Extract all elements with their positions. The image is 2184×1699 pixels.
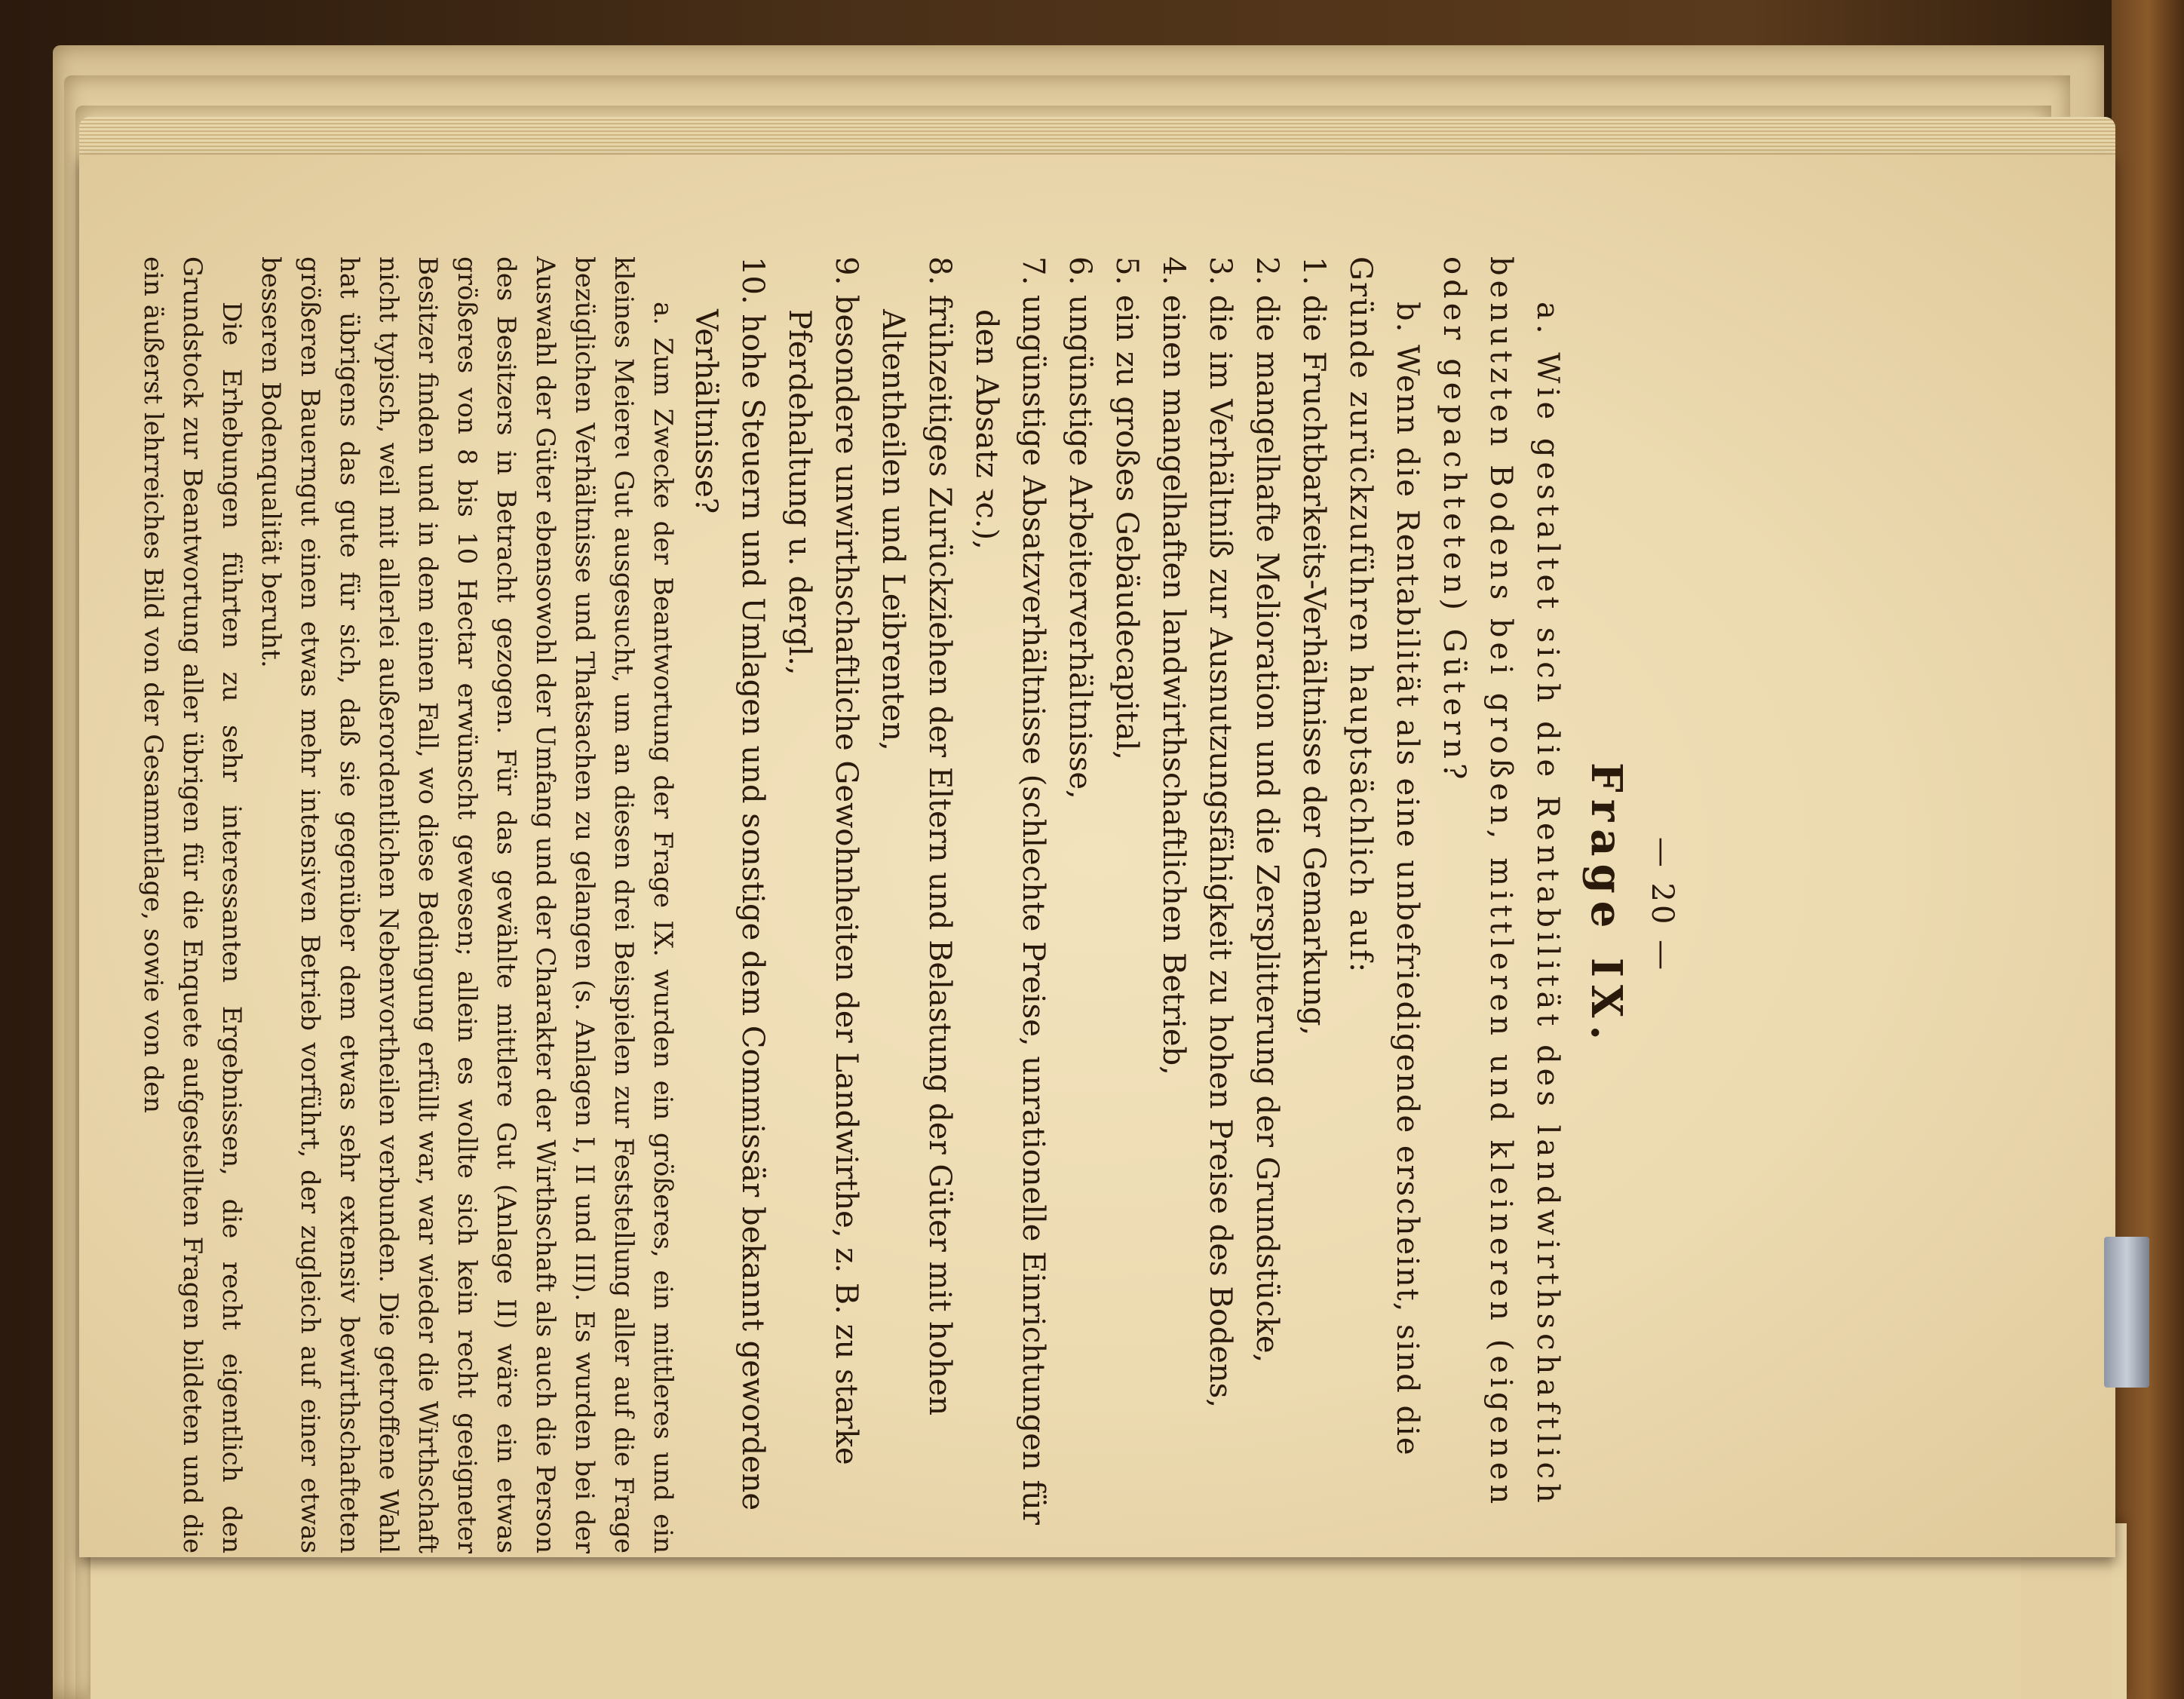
answer-paragraph: a. Zum Zwecke der Beantwortung der Frage IX. wurden ein größeres, ein mittleres und ein kleines Meiereɩ Gut ausgesucht, um an diesen drei Beispielen zur Feststellung aller auf die Frage bezüglichen Verhältnisse und Thatsachen zu gelangen (s. Anlagen I, II und III). Es wurden bei der Auswahl der Güter ebensowohl der Umfang und der Charakter der Wirthschaft als auch die Person des Besitzers in Betracht gezogen. Für das gewählte mittlere Gut (Anlage II) wäre ein etwas größeres von 8 bis 10 Hectar erwünscht gewesen; allein es wollte sich kein recht geeigneter Besitzer finden und in dem einen Fall, wo diese Bedingung erfüllt war, war wieder die Wirthschaft nicht typisch, weil mit allerlei außerordentlichen Nebenvortheilen verbunden. Die getroffene Wahl hat übrigens das gute für sich, daß sie gegenüber dem etwas sehr extensiv bewirthschafteten größeren Bauerngut einen etwas mehr intensiven Betrieb vorführt, der zugleich auf einer etwas besseren Bodenqualität beruht. — [256, 256, 678, 1553]
page-text-frame — [138, 256, 1761, 1659]
question-b: b. Wenn die Rentabilität als eine unbefriedigende erscheint, sind die Gründe zurückzuführen hauptsächlich auf: — [1343, 256, 1425, 1457]
list-item: 10. hohe Steuern und Umlagen und sonstige dem Commissär bekannt gewordene Verhältnisse? — [689, 256, 770, 1511]
page-number: — 20 — — [1645, 836, 1679, 974]
list-item: 8. frühzeitiges Zurückziehen der Eltern und Belastung der Güter mit hohen Altentheilen und Leibrenten, — [876, 256, 957, 1416]
list-item: 7. ungünstige Absatzverhältnisse (schlechte Preise, unrationelle Einrichtungen für den Absatz ꝛc.), — [969, 256, 1051, 1526]
metal-clip — [2104, 1237, 2149, 1388]
list-item: 4. einen mangelhaften landwirthschaftlichen Betrieb, — [1156, 256, 1191, 1075]
list-item: 1. die Fruchtbarkeits-Verhältnisse der Gemarkung, — [1296, 256, 1331, 1036]
list-item: 2. die mangelhafte Melioration und die Zersplitterung der Grundstücke, — [1250, 256, 1284, 1363]
section-heading: Frage IX. — [1581, 762, 1631, 1047]
list-item: 5. ein zu großes Gebäudecapital, — [1109, 256, 1144, 761]
list-item: 6. ungünstige Arbeiterverhältnisse, — [1063, 256, 1097, 799]
list-item: 3. die im Verhältniß zur Ausnutzungsfähigkeit zu hohen Preise des Bodens, — [1203, 256, 1238, 1409]
list-item: 9. besondere unwirthschaftliche Gewohnheiten der Landwirthe, z. B. zu starke Pferdehaltung u. dergl., — [782, 256, 863, 1465]
book-cover-edge — [2112, 0, 2184, 1699]
page-text — [133, 256, 1686, 1553]
question-a: a. Wie gestaltet sich die Rentabilität des landwirthschaftlich benutzten Bodens bei großen, mittleren und kleineren (eigenen oder gepachteten) Gütern? — [1437, 256, 1565, 1509]
answer-paragraph: Die Erhebungen führten zu sehr interessanten Ergebnissen, die recht eigentlich den Grundstock zur Beantwortung aller übrigen für die Enquete aufgestellten Fragen bildeten und die ein äußerst lehrreiches Bild von der Gesammtlage, sowie von den — [138, 256, 247, 1553]
reason-list — [682, 256, 1337, 1553]
